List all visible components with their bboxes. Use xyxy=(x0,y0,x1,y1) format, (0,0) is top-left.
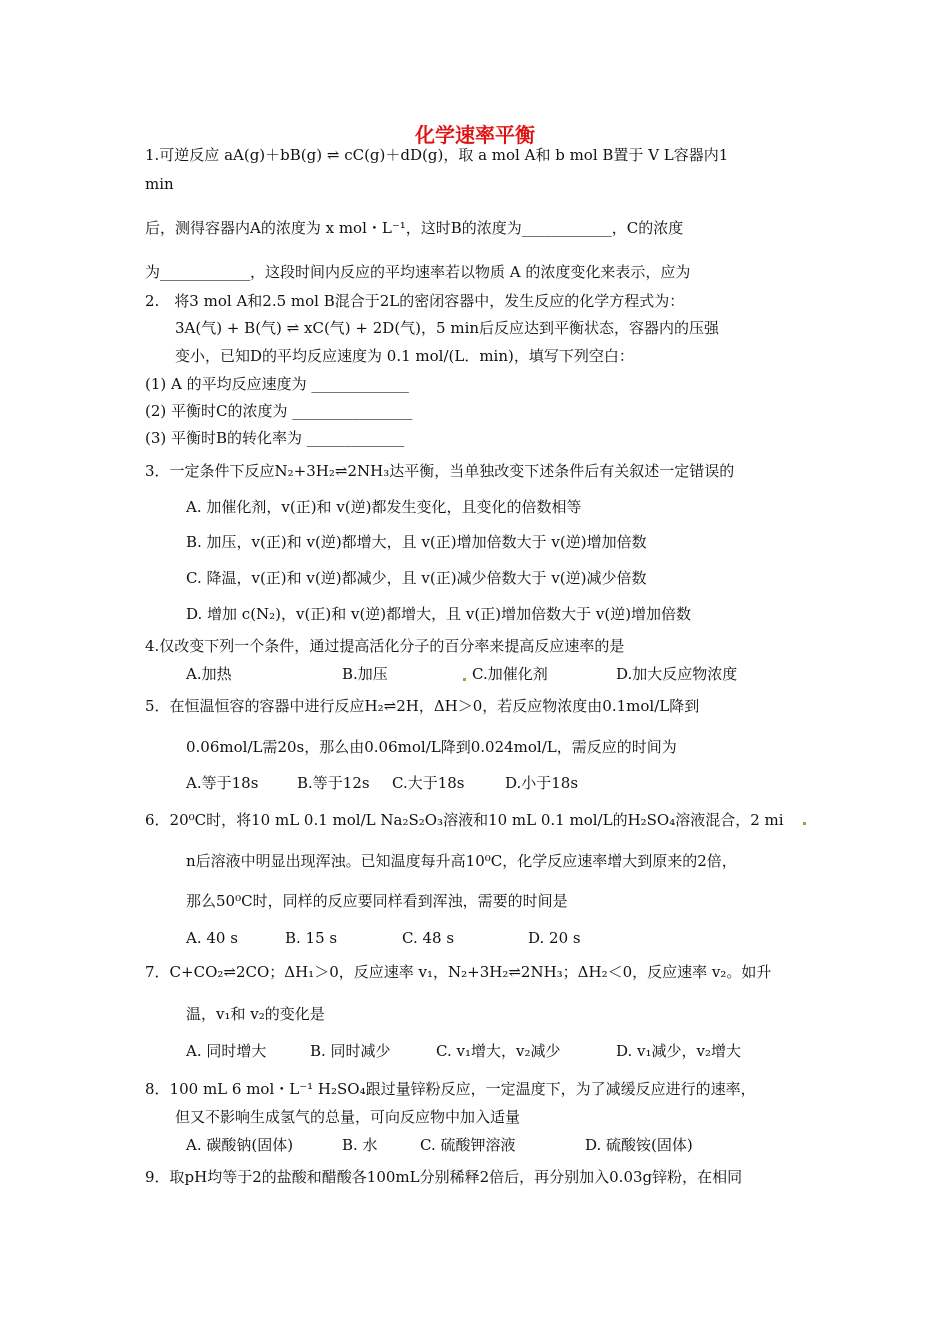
q6-option-d: D. 20 s xyxy=(528,929,581,947)
q5-option-a: A.等于18s xyxy=(186,774,259,792)
q2-sub-3: (3) 平衡时B的转化率为 _____________ xyxy=(145,429,405,447)
q7-option-a: A. 同时增大 xyxy=(186,1042,267,1060)
q4-option-a: A.加热 xyxy=(186,665,232,683)
q8-line-2: 但又不影响生成氢气的总量，可向反应物中加入适量 xyxy=(175,1108,521,1126)
q6-option-a: A. 40 s xyxy=(186,929,238,947)
q2-sub-2: (2) 平衡时C的浓度为 ________________ xyxy=(145,402,413,420)
q3-stem: 3．一定条件下反应N₂+3H₂⇌2NH₃达平衡，当单独改变下述条件后有关叙述一定错误的 xyxy=(145,462,735,480)
q7-line-1: 7．C+CO₂⇌2CO；ΔH₁＞0，反应速率 v₁，N₂+3H₂⇌2NH₃；ΔH₂＜0，反应速率 v₂。如升 xyxy=(145,963,772,981)
q4-option-d: D.加大反应物浓度 xyxy=(616,665,738,683)
q2-sub-1: (1) A 的平均反应速度为 _____________ xyxy=(145,375,409,393)
q3-option-a: A. 加催化剂，v(正)和 v(逆)都发生变化，且变化的倍数相等 xyxy=(186,498,582,516)
q1-line-1: 1.可逆反应 aA(g)＋bB(g) ⇌ cC(g)＋dD(g)，取 a mol A和 b mol B置于 V L容器内1 xyxy=(145,146,729,164)
q2-line-3: 变小，已知D的平均反应速度为 0.1 mol/(L．min)，填写下列空白： xyxy=(175,347,634,365)
q8-line-1: 8．100 mL 6 mol・L⁻¹ H₂SO₄跟过量锌粉反应，一定温度下，为了减缓反应进行的速率， xyxy=(145,1080,756,1098)
q4-option-b: B.加压 xyxy=(342,665,388,683)
q3-option-b: B. 加压，v(正)和 v(逆)都增大，且 v(正)增加倍数大于 v(逆)增加倍数 xyxy=(186,533,647,551)
q6-option-b: B. 15 s xyxy=(285,929,338,947)
q1-line-2: 后，测得容器内A的浓度为 x mol・L⁻¹，这时B的浓度为____________，C的浓度 xyxy=(145,219,684,237)
q2-line-1: 2. 将3 mol A和2.5 mol B混合于2L的密闭容器中，发生反应的化学方程式为： xyxy=(145,292,685,310)
page-title: 化学速率平衡 xyxy=(415,123,535,147)
q7-option-c: C. v₁增大，v₂减少 xyxy=(436,1042,561,1060)
speck-mark xyxy=(803,822,806,825)
q1-line-1b: min xyxy=(145,175,174,193)
q6-line-1: 6．20⁰C时，将10 mL 0.1 mol/L Na₂S₂O₃溶液和10 mL 0.1 mol/L的H₂SO₄溶液混合，2 mi xyxy=(145,811,784,829)
speck-mark xyxy=(463,678,466,681)
q7-option-b: B. 同时减少 xyxy=(310,1042,391,1060)
q7-line-2: 温，v₁和 v₂的变化是 xyxy=(186,1005,325,1023)
q6-line-3: 那么50⁰C时，同样的反应要同样看到浑浊，需要的时间是 xyxy=(186,892,568,910)
q8-option-c: C. 硫酸钾溶液 xyxy=(420,1136,516,1154)
q5-line-1: 5．在恒温恒容的容器中进行反应H₂⇌2H，ΔH＞0，若反应物浓度由0.1mol/L降到 xyxy=(145,697,700,715)
q3-option-c: C. 降温，v(正)和 v(逆)都减少，且 v(正)减少倍数大于 v(逆)减少倍数 xyxy=(186,569,647,587)
q8-option-b: B. 水 xyxy=(342,1136,378,1154)
q5-option-b: B.等于12s xyxy=(297,774,370,792)
q4-option-c: C.加催化剂 xyxy=(472,665,548,683)
q5-line-2: 0.06mol/L需20s，那么由0.06mol/L降到0.024mol/L，需反应的时间为 xyxy=(186,738,677,756)
q8-option-d: D. 硫酸铵(固体) xyxy=(585,1136,693,1154)
q5-option-c: C.大于18s xyxy=(392,774,465,792)
q1-line-3: 为____________，这段时间内反应的平均速率若以物质 A 的浓度变化来表示，应为 xyxy=(145,263,691,281)
q8-option-a: A. 碳酸钠(固体) xyxy=(186,1136,294,1154)
q4-stem: 4.仅改变下列一个条件，通过提高活化分子的百分率来提高反应速率的是 xyxy=(145,637,625,655)
q2-line-2: 3A(气) + B(气) ⇌ xC(气) + 2D(气)，5 min后反应达到平衡状态，容器内的压强 xyxy=(175,319,720,337)
q5-option-d: D.小于18s xyxy=(505,774,579,792)
q3-option-d: D. 增加 c(N₂)，v(正)和 v(逆)都增大，且 v(正)增加倍数大于 v(逆)增加倍数 xyxy=(186,605,692,623)
q7-option-d: D. v₁减少，v₂增大 xyxy=(616,1042,742,1060)
q6-option-c: C. 48 s xyxy=(402,929,455,947)
q6-line-2: n后溶液中明显出现浑浊。已知温度每升高10⁰C，化学反应速率增大到原来的2倍， xyxy=(186,852,737,870)
q9-line-1: 9．取pH均等于2的盐酸和醋酸各100mL分别稀释2倍后，再分别加入0.03g锌粉，在相同 xyxy=(145,1168,743,1186)
